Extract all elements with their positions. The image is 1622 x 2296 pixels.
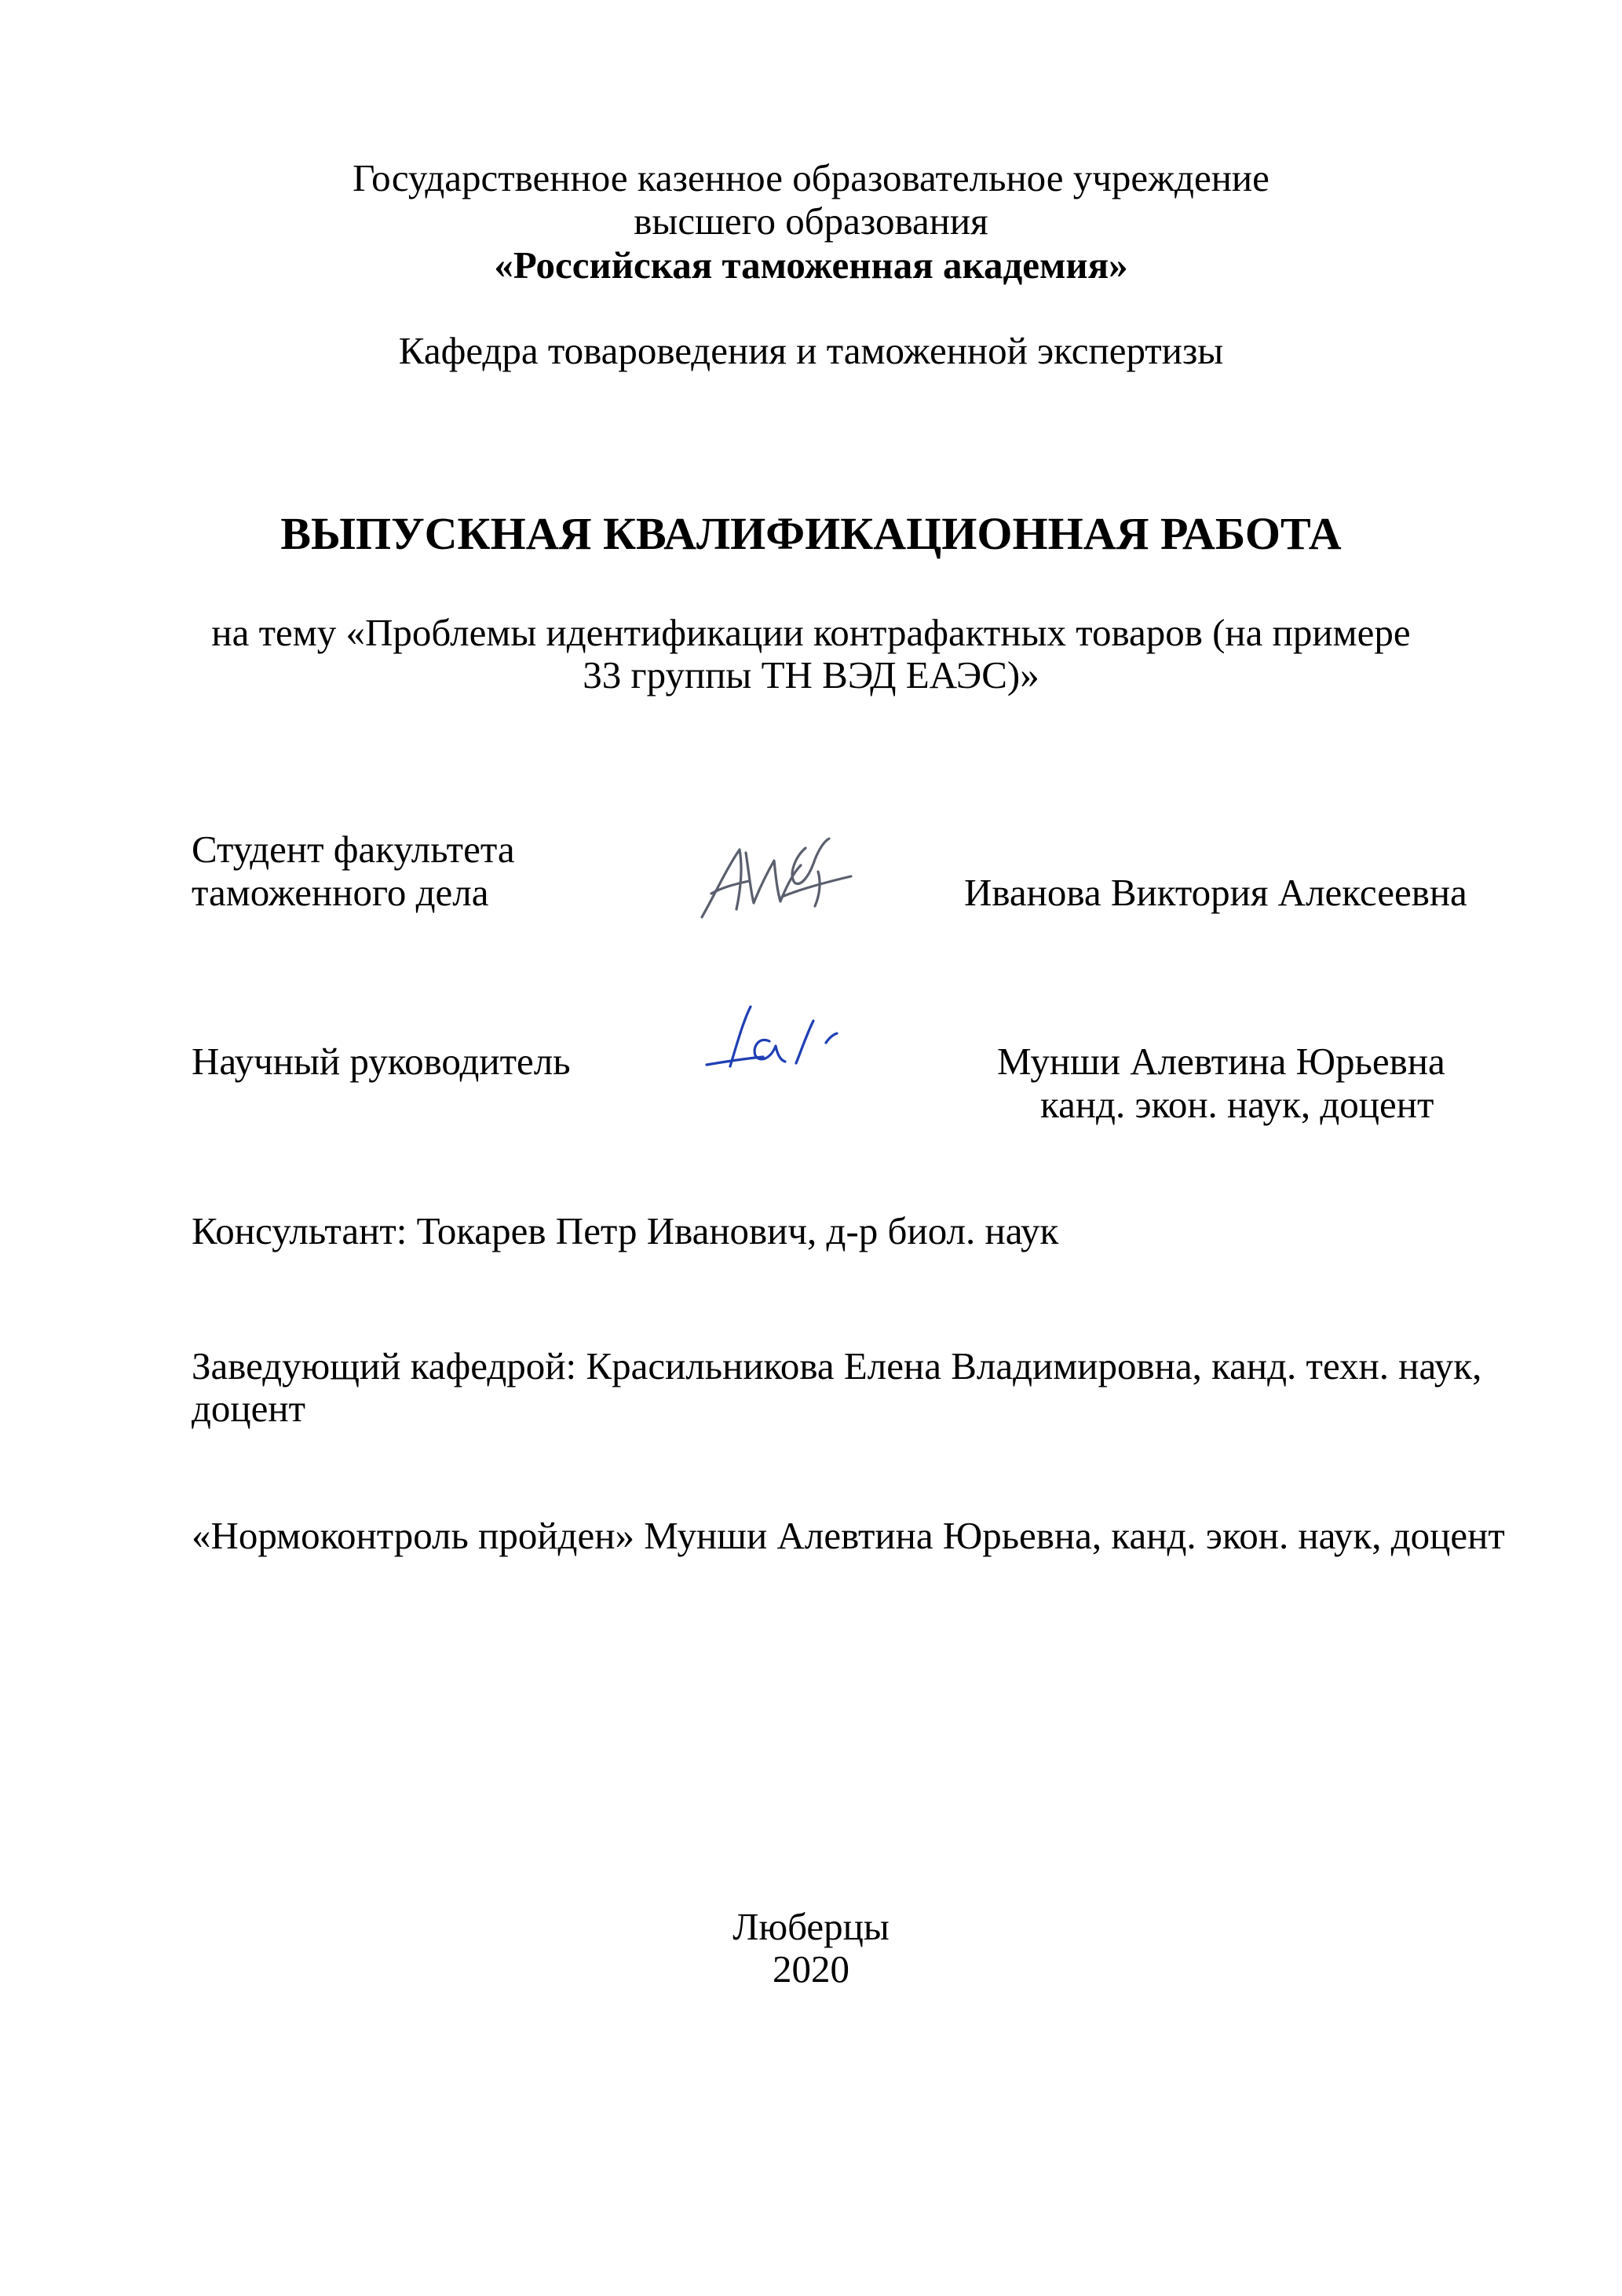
- department-name: Кафедра товароведения и таможенной экспертизы: [398, 329, 1224, 372]
- student-name: Иванова Виктория Алексеевна: [964, 871, 1467, 914]
- normcontrol-line: «Нормоконтроль пройден» Мунши Алевтина Юрьевна, канд. экон. наук, доцент: [192, 1514, 1505, 1557]
- student-label-line-1: Студент факультета: [192, 828, 515, 871]
- year: 2020: [773, 1947, 849, 1991]
- head-of-department-line-1: Заведующий кафедрой: Красильникова Елена Владимировна, канд. техн. наук,: [192, 1344, 1482, 1387]
- supervisor-label: Научный руководитель: [192, 1040, 571, 1083]
- supervisor-signature: [699, 991, 848, 1085]
- consultant-line: Консультант: Токарев Петр Иванович, д-р биол. наук: [192, 1209, 1059, 1252]
- work-title: ВЫПУСКНАЯ КВАЛИФИКАЦИОННАЯ РАБОТА: [280, 508, 1342, 559]
- topic-line-1: на тему «Проблемы идентификации контрафактных товаров (на примере: [211, 611, 1411, 654]
- student-signature: [691, 824, 864, 927]
- head-of-department-line-2: доцент: [192, 1387, 306, 1430]
- student-label-line-2: таможенного дела: [192, 871, 489, 914]
- supervisor-name: Мунши Алевтина Юрьевна: [997, 1040, 1445, 1083]
- city-name: Люберцы: [732, 1905, 890, 1948]
- supervisor-degree: канд. экон. наук, доцент: [1040, 1083, 1434, 1126]
- institution-line-2: высшего образования: [634, 199, 988, 243]
- institution-name: «Российская таможенная академия»: [494, 243, 1128, 287]
- institution-line-1: Государственное казенное образовательное учреждение: [353, 156, 1269, 199]
- topic-line-2: 33 группы ТН ВЭД ЕАЭС)»: [583, 653, 1039, 696]
